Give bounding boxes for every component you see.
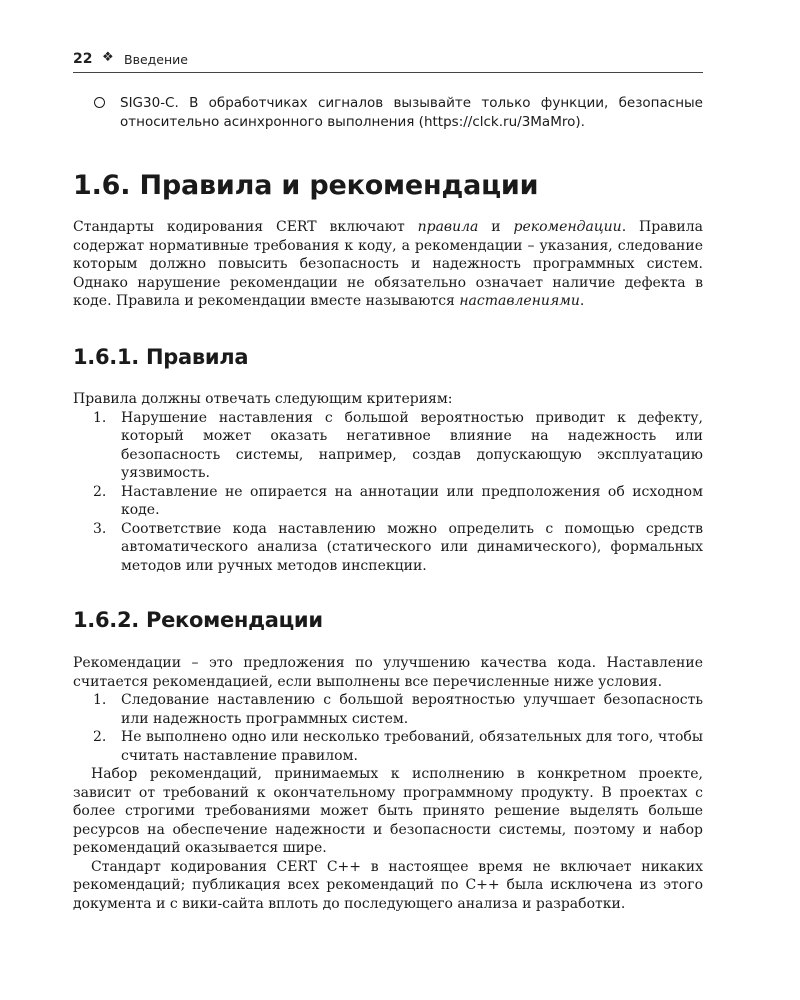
ornament-icon: ❖ (102, 50, 114, 65)
list-text: Не выполнено одно или несколько требований, обязательных для того, чтобы считать наставление правилом. (121, 729, 703, 764)
running-header (73, 50, 703, 73)
list-text: Наставление не опирается на аннотации или предположения об исходном коде. (121, 483, 703, 518)
chapter-title: Введение (124, 52, 188, 67)
list-item (73, 483, 703, 520)
intro-text-3: . Правила содержат нормативные требования к коду, а рекомендации – указания, следование которым должно повысить безопасность и надежность программных систем. Однако нарушение рекомендации не обязательно означает наличие дефекта в коде. Правила и рекомендации вместе называются (73, 219, 704, 309)
recommendations-list (73, 691, 703, 765)
list-text: Следование наставлению с большой вероятностью улучшает безопасность или надежность программных систем. (121, 692, 703, 727)
list-number: 2. (93, 483, 107, 500)
rules-block (73, 390, 703, 575)
section-intro (73, 218, 703, 311)
list-number: 1. (93, 409, 107, 426)
intro-term-recommendations: рекомендации (513, 219, 622, 235)
intro-term-guidelines: наставлениями (459, 293, 580, 309)
intro-text-1: Стандарты кодирования CERT включают (73, 219, 418, 235)
list-item (73, 409, 703, 483)
section-title: 1.6. Правила и рекомендации (73, 170, 539, 201)
intro-term-rules: правила (417, 219, 479, 235)
list-item (73, 520, 703, 576)
list-number: 2. (93, 729, 107, 745)
recommendations-block (73, 654, 703, 913)
list-text: Соответствие кода наставлению можно определить с помощью средств автоматического анализа (статического или динамического), формальных методов или ручных методов инспекции. (121, 520, 703, 574)
intro-text-2: и (478, 219, 514, 235)
recommendations-lead: Рекомендации – это предложения по улучшению качества кода. Наставление считается рекомендацией, если выполнены все перечисленные ниже условия. (73, 655, 703, 690)
subsection-title-recommendations: 1.6.2. Рекомендации (73, 608, 323, 632)
recommendations-paragraph-2: Стандарт кодирования CERT C++ в настоящее время не включает никаких рекомендаций; публикация всех рекомендаций по C++ была исключена из этого документа и с вики-сайта вплоть до последующего анализа и разработки. (73, 858, 703, 912)
subsection-title-rules: 1.6.1. Правила (73, 345, 249, 369)
list-number: 1. (93, 692, 107, 708)
rules-lead: Правила должны отвечать следующим критериям: (73, 391, 453, 407)
intro-text-4: . (579, 293, 585, 309)
list-text: Нарушение наставления с большой вероятностью приводит к дефекту, который может оказать негативное влияние на надежность или безопасность системы, например, создав допускающую эксплуатацию уязвимость. (121, 409, 703, 481)
rules-list (73, 409, 703, 576)
circle-bullet-icon (94, 97, 105, 108)
list-item (73, 728, 703, 765)
list-number: 3. (93, 520, 107, 537)
list-item (73, 691, 703, 728)
page-number: 22 (73, 51, 93, 67)
recommendations-paragraph-1: Набор рекомендаций, принимаемых к исполнению в конкретном проекте, зависит от требований к окончательному программному продукту. В проектах с более строгими требованиями может быть принято решение выделять больше ресурсов на обеспечение надежности и безопасности системы, поэтому и набор рекомендаций оказывается шире. (73, 766, 703, 856)
intro-paragraph (73, 218, 703, 311)
bullet-text: SIG30-C. В обработчиках сигналов вызывайте только функции, безопасные относительно асинхронного выполнения (https://clck.ru/3MaMro). (120, 95, 703, 130)
